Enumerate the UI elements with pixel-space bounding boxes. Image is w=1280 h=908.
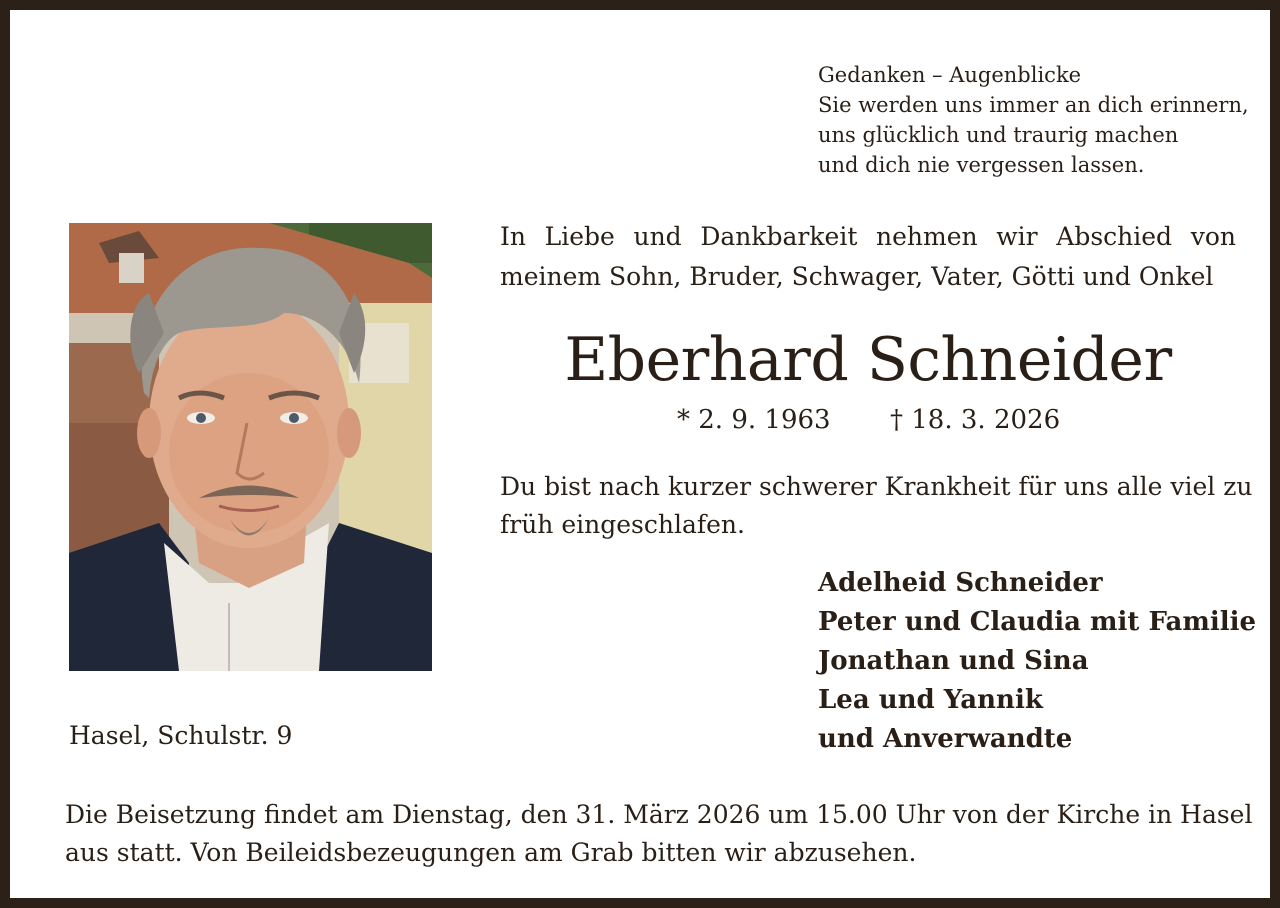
message-line: Du bist nach kurzer schwerer Krankheit für uns alle viel zu bbox=[500, 472, 1253, 501]
funeral-info bbox=[65, 796, 1253, 872]
deceased-name: Eberhard Schneider bbox=[564, 325, 1172, 395]
mourner-name: Lea und Yannik bbox=[818, 685, 1043, 715]
intro-line: meinem Sohn, Bruder, Schwager, Vater, Götti und Onkel bbox=[500, 262, 1214, 291]
poem-line: und dich nie vergessen lassen. bbox=[818, 153, 1145, 177]
farewell-intro bbox=[500, 217, 1236, 297]
death-date: † 18. 3. 2026 bbox=[890, 405, 1061, 435]
mourner-name: Adelheid Schneider bbox=[818, 568, 1103, 598]
mourner-name: Peter und Claudia mit Familie bbox=[818, 607, 1257, 637]
mourners-list bbox=[818, 564, 1258, 759]
message-line: früh eingeschlafen. bbox=[500, 510, 745, 539]
memorial-message bbox=[500, 468, 1253, 544]
funeral-line: Die Beisetzung findet am Dienstag, den 31. März 2026 um 15.00 Uhr von der Kirche in Hasel bbox=[65, 800, 1253, 829]
memorial-poem bbox=[818, 60, 1258, 180]
funeral-line: aus statt. Von Beileidsbezeugungen am Grab bitten wir abzusehen. bbox=[65, 838, 917, 867]
portrait-photo bbox=[69, 223, 432, 671]
poem-line: uns glücklich und traurig machen bbox=[818, 123, 1179, 147]
intro-line: In Liebe und Dankbarkeit nehmen wir Abschied von bbox=[500, 222, 1236, 251]
mourner-name: und Anverwandte bbox=[818, 724, 1073, 754]
birth-date: * 2. 9. 1963 bbox=[677, 405, 831, 435]
mourner-name: Jonathan und Sina bbox=[818, 646, 1089, 676]
poem-line: Gedanken – Augenblicke bbox=[818, 63, 1082, 87]
poem-line: Sie werden uns immer an dich erinnern, bbox=[818, 93, 1249, 117]
family-address: Hasel, Schulstr. 9 bbox=[69, 721, 293, 750]
